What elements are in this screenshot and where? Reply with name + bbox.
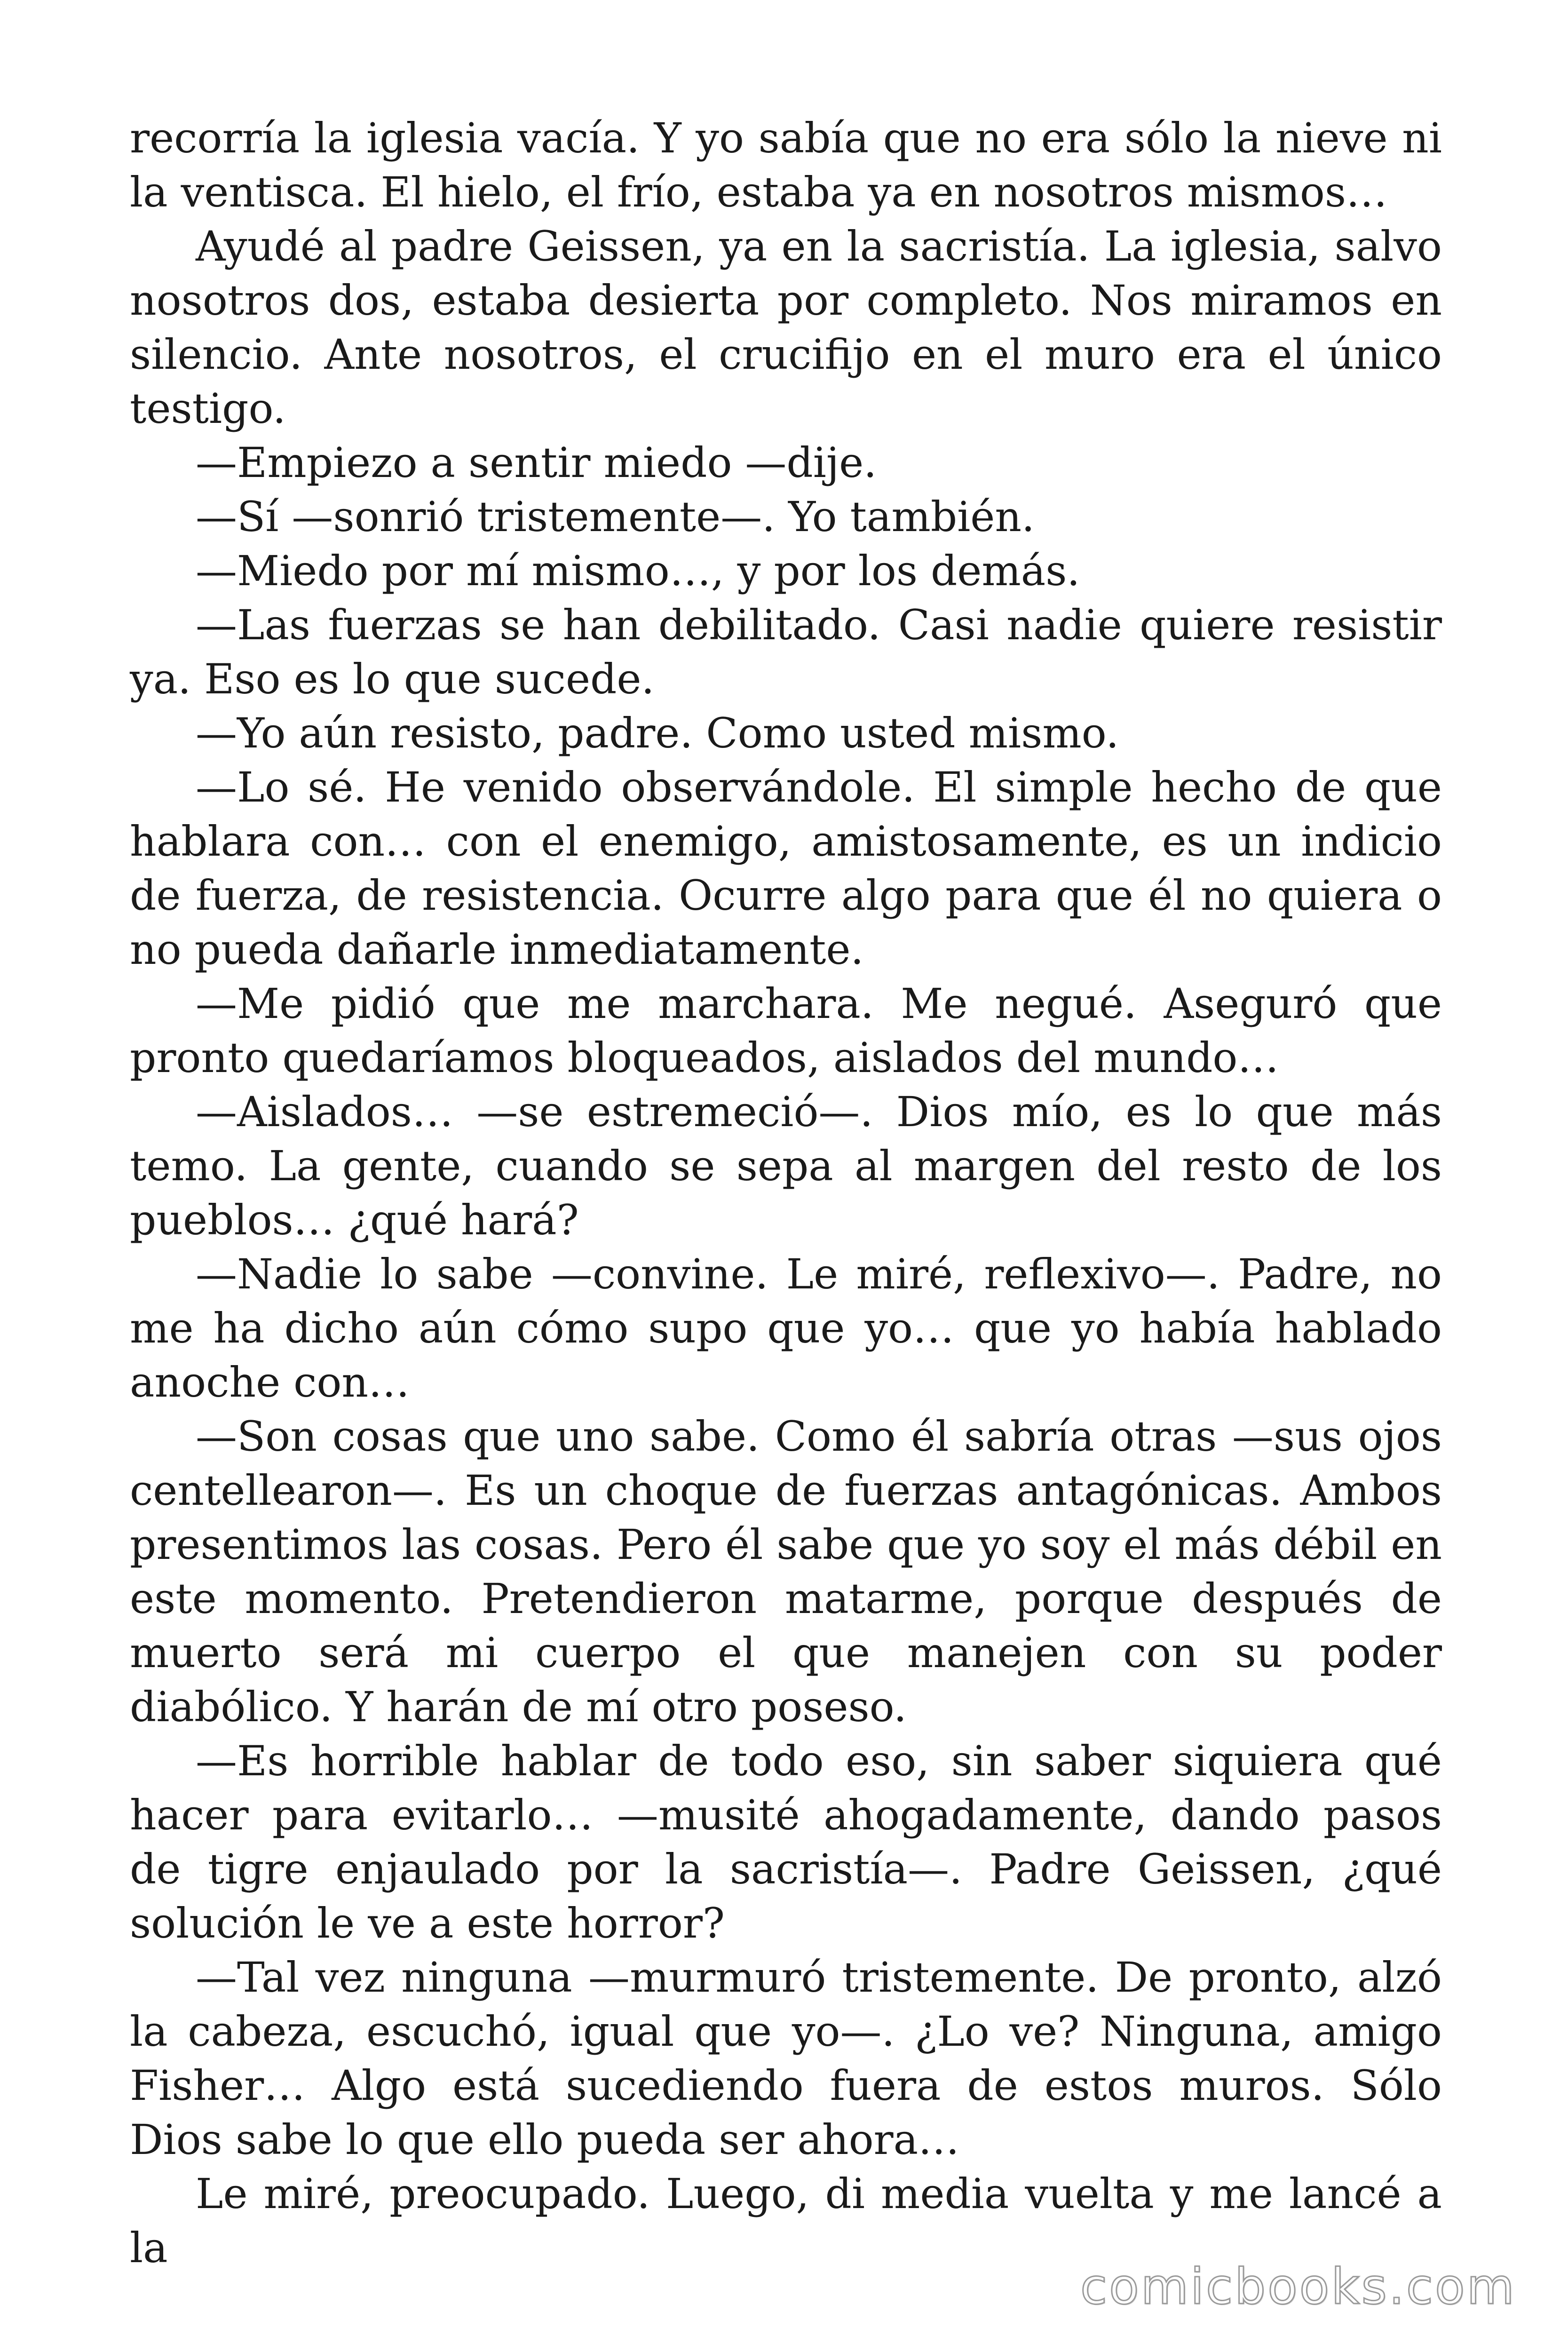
paragraph: —Son cosas que uno sabe. Como él sabría otras —sus ojos centellearon—. Es un choque de fuerzas antagónicas. Ambos presentimos las cosas. Pero él sabe que yo soy el más débil en este momento. Pretendieron matarme, porque después de muerto será mi cuerpo el que manejen con su poder diabólico. Y harán de mí otro poseso. <box>130 1412 1442 1731</box>
paragraph: —Tal vez ninguna —murmuró tristemente. De pronto, alzó la cabeza, escuchó, igual que yo—. ¿Lo ve? Ninguna, amigo Fisher… Algo está sucediendo fuera de estos muros. Sólo Dios sabe lo que ello pueda ser ahora… <box>130 1953 1442 2164</box>
paragraph: —Lo sé. He venido observándole. El simple hecho de que hablara con… con el enemigo, amistosamente, es un indicio de fuerza, de resistencia. Ocurre algo para que él no quiera o no pueda dañarle inmediatamente. <box>130 763 1442 974</box>
paragraph: Ayudé al padre Geissen, ya en la sacristía. La iglesia, salvo nosotros dos, estaba desierta por completo. Nos miramos en silencio. Ante nosotros, el crucifijo en el muro era el único testigo. <box>130 222 1442 433</box>
paragraph: recorría la iglesia vacía. Y yo sabía que no era sólo la nieve ni la ventisca. El hielo, el frío, estaba ya en nosotros mismos… <box>130 114 1442 216</box>
paragraph: —Es horrible hablar de todo eso, sin saber siquiera qué hacer para evitarlo… —musité ahogadamente, dando pasos de tigre enjaulado por la sacristía—. Padre Geissen, ¿qué solución le ve a este horror? <box>130 1737 1442 1947</box>
paragraph: —Empiezo a sentir miedo —dije. <box>196 438 877 487</box>
paragraph: —Me pidió que me marchara. Me negué. Aseguró que pronto quedaríamos bloqueados, aislados del mundo… <box>130 979 1442 1082</box>
watermark: comicbooks.com <box>1080 2258 1516 2315</box>
paragraph: —Miedo por mí mismo…, y por los demás. <box>196 547 1080 595</box>
paragraph: —Nadie lo sabe —convine. Le miré, reflexivo—. Padre, no me ha dicho aún cómo supo que yo… que yo había hablado anoche con… <box>130 1250 1442 1406</box>
paragraph: —Las fuerzas se han debilitado. Casi nadie quiere resistir ya. Eso es lo que sucede. <box>130 601 1442 703</box>
paragraph: Le miré, preocupado. Luego, di media vuelta y me lancé a la <box>130 2169 1442 2272</box>
paragraph: —Yo aún resisto, padre. Como usted mismo. <box>196 709 1119 757</box>
body-text <box>130 111 1442 2275</box>
paragraph: —Aislados… —se estremeció—. Dios mío, es lo que más temo. La gente, cuando se sepa al margen del resto de los pueblos… ¿qué hará? <box>130 1088 1442 1244</box>
paragraph: —Sí —sonrió tristemente—. Yo también. <box>196 493 1035 541</box>
